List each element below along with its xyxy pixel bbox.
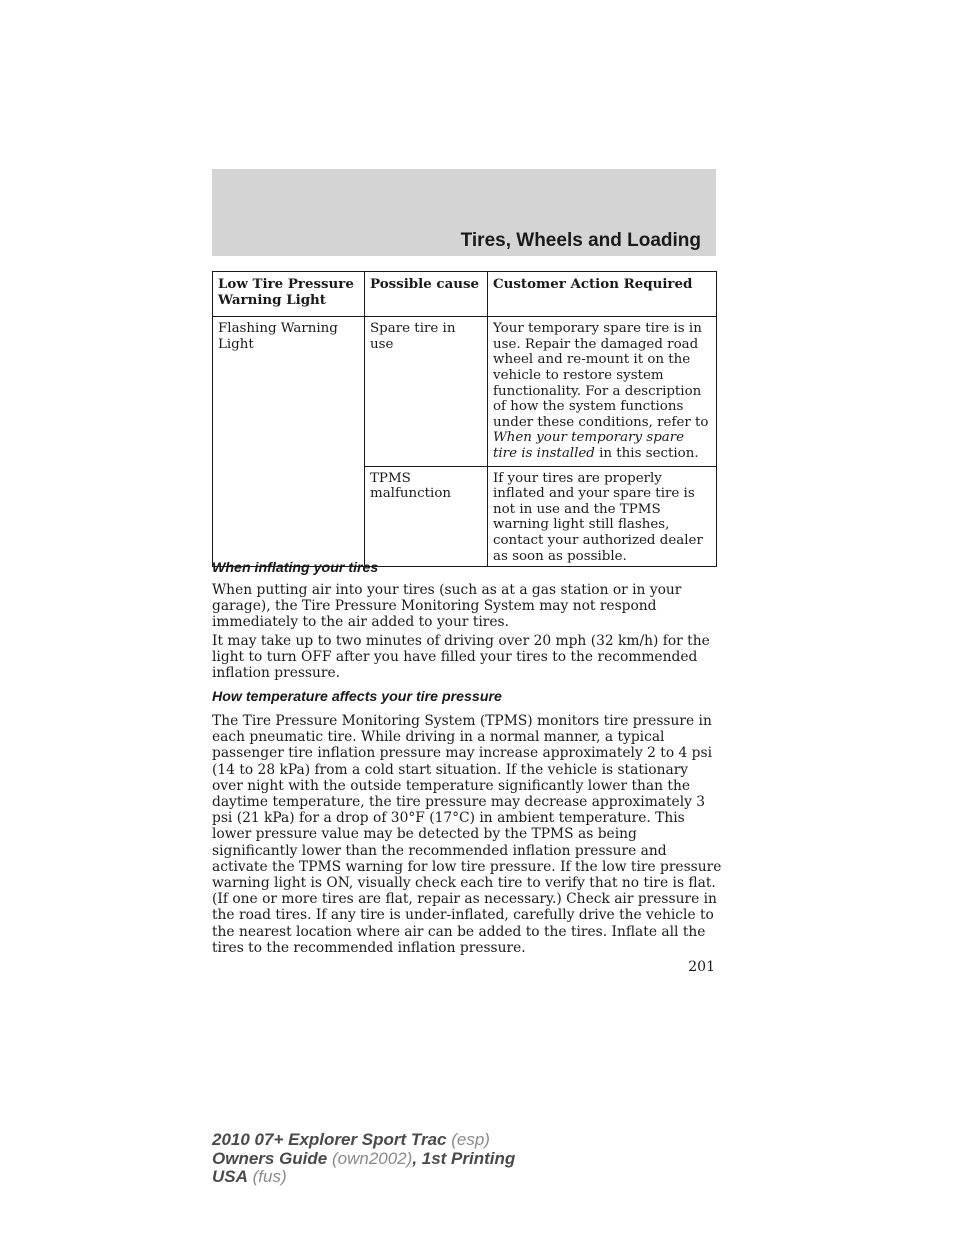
footer-guide-code: (own2002)	[327, 1148, 413, 1168]
action-reference: When your temporary spare tire is installed	[493, 430, 685, 461]
light-state-cell: Flashing Warning Light	[213, 317, 365, 567]
cause-cell: TPMS malfunction	[365, 466, 488, 567]
cause-cell: Spare tire in use	[365, 317, 488, 466]
action-cell	[488, 317, 717, 466]
footer-market-code: (fus)	[247, 1167, 287, 1186]
table-header-row	[213, 272, 717, 317]
table-row	[213, 317, 717, 466]
temperature-paragraph: The Tire Pressure Monitoring System (TPMS) monitors tire pressure in each pneumatic tire. While driving in a normal manner, a typical passenger tire inflation pressure may increase approximately 2 to 4 psi (14 to 28 kPa) from a cold start situation. If the vehicle is stationary over night with the outside temperature significantly lower than the daytime temperature, the tire pressure may decrease approximately 3 psi (21 kPa) for a drop of 30°F (17°C) in ambient temperature. This lower pressure value may be detected by the TPMS as being significantly lower than the recommended inflation pressure and activate the TPMS warning for low tire pressure. If the low tire pressure warning light is ON, visually check each tire to verify that no tire is flat. (If one or more tires are flat, repair as necessary.) Check air pressure in the road tires. If any tire is under-inflated, carefully drive the vehicle to the nearest location where air can be added to the tires. Inflate all the tires to the recommended inflation pressure.	[212, 713, 722, 956]
heading-inflating: When inflating your tires	[212, 560, 379, 576]
header-band	[212, 169, 716, 256]
action-cell: If your tires are properly inflated and your spare tire is not in use and the TPMS warning light still flashes, contact your authorized dealer as soon as possible.	[488, 466, 717, 567]
footer-guide: Owners Guide	[212, 1148, 328, 1168]
section-title: Tires, Wheels and Loading	[460, 230, 701, 251]
page-number: 201	[688, 959, 715, 975]
heading-temperature: How temperature affects your tire pressure	[212, 689, 502, 705]
column-header-cause: Possible cause	[365, 272, 488, 317]
inflating-paragraph-2: It may take up to two minutes of driving over 20 mph (32 km/h) for the light to turn OFF after you have filled your tires to the recommended inflation pressure.	[212, 633, 710, 682]
inflating-paragraph-1: When putting air into your tires (such as at a gas station or in your garage), the Tire Pressure Monitoring System may not respond immediately to the air added to your tires.	[212, 582, 682, 631]
action-text: Your temporary spare tire is in use. Repair the damaged road wheel and re-mount it on the vehicle to restore system functionality. For a description of how the system functions under these conditions, refer to	[493, 321, 709, 430]
tpms-warning-table	[212, 271, 717, 567]
footer-market: USA	[212, 1167, 248, 1186]
footer-printing: , 1st Printing	[412, 1148, 516, 1168]
footer-print-info	[212, 1131, 515, 1187]
column-header-light: Low Tire Pressure Warning Light	[213, 272, 365, 317]
action-suffix: in this section.	[594, 445, 699, 461]
column-header-action: Customer Action Required	[488, 272, 717, 317]
footer-model: 2010 07+ Explorer Sport Trac	[212, 1130, 447, 1149]
footer-model-code: (esp)	[446, 1130, 490, 1149]
